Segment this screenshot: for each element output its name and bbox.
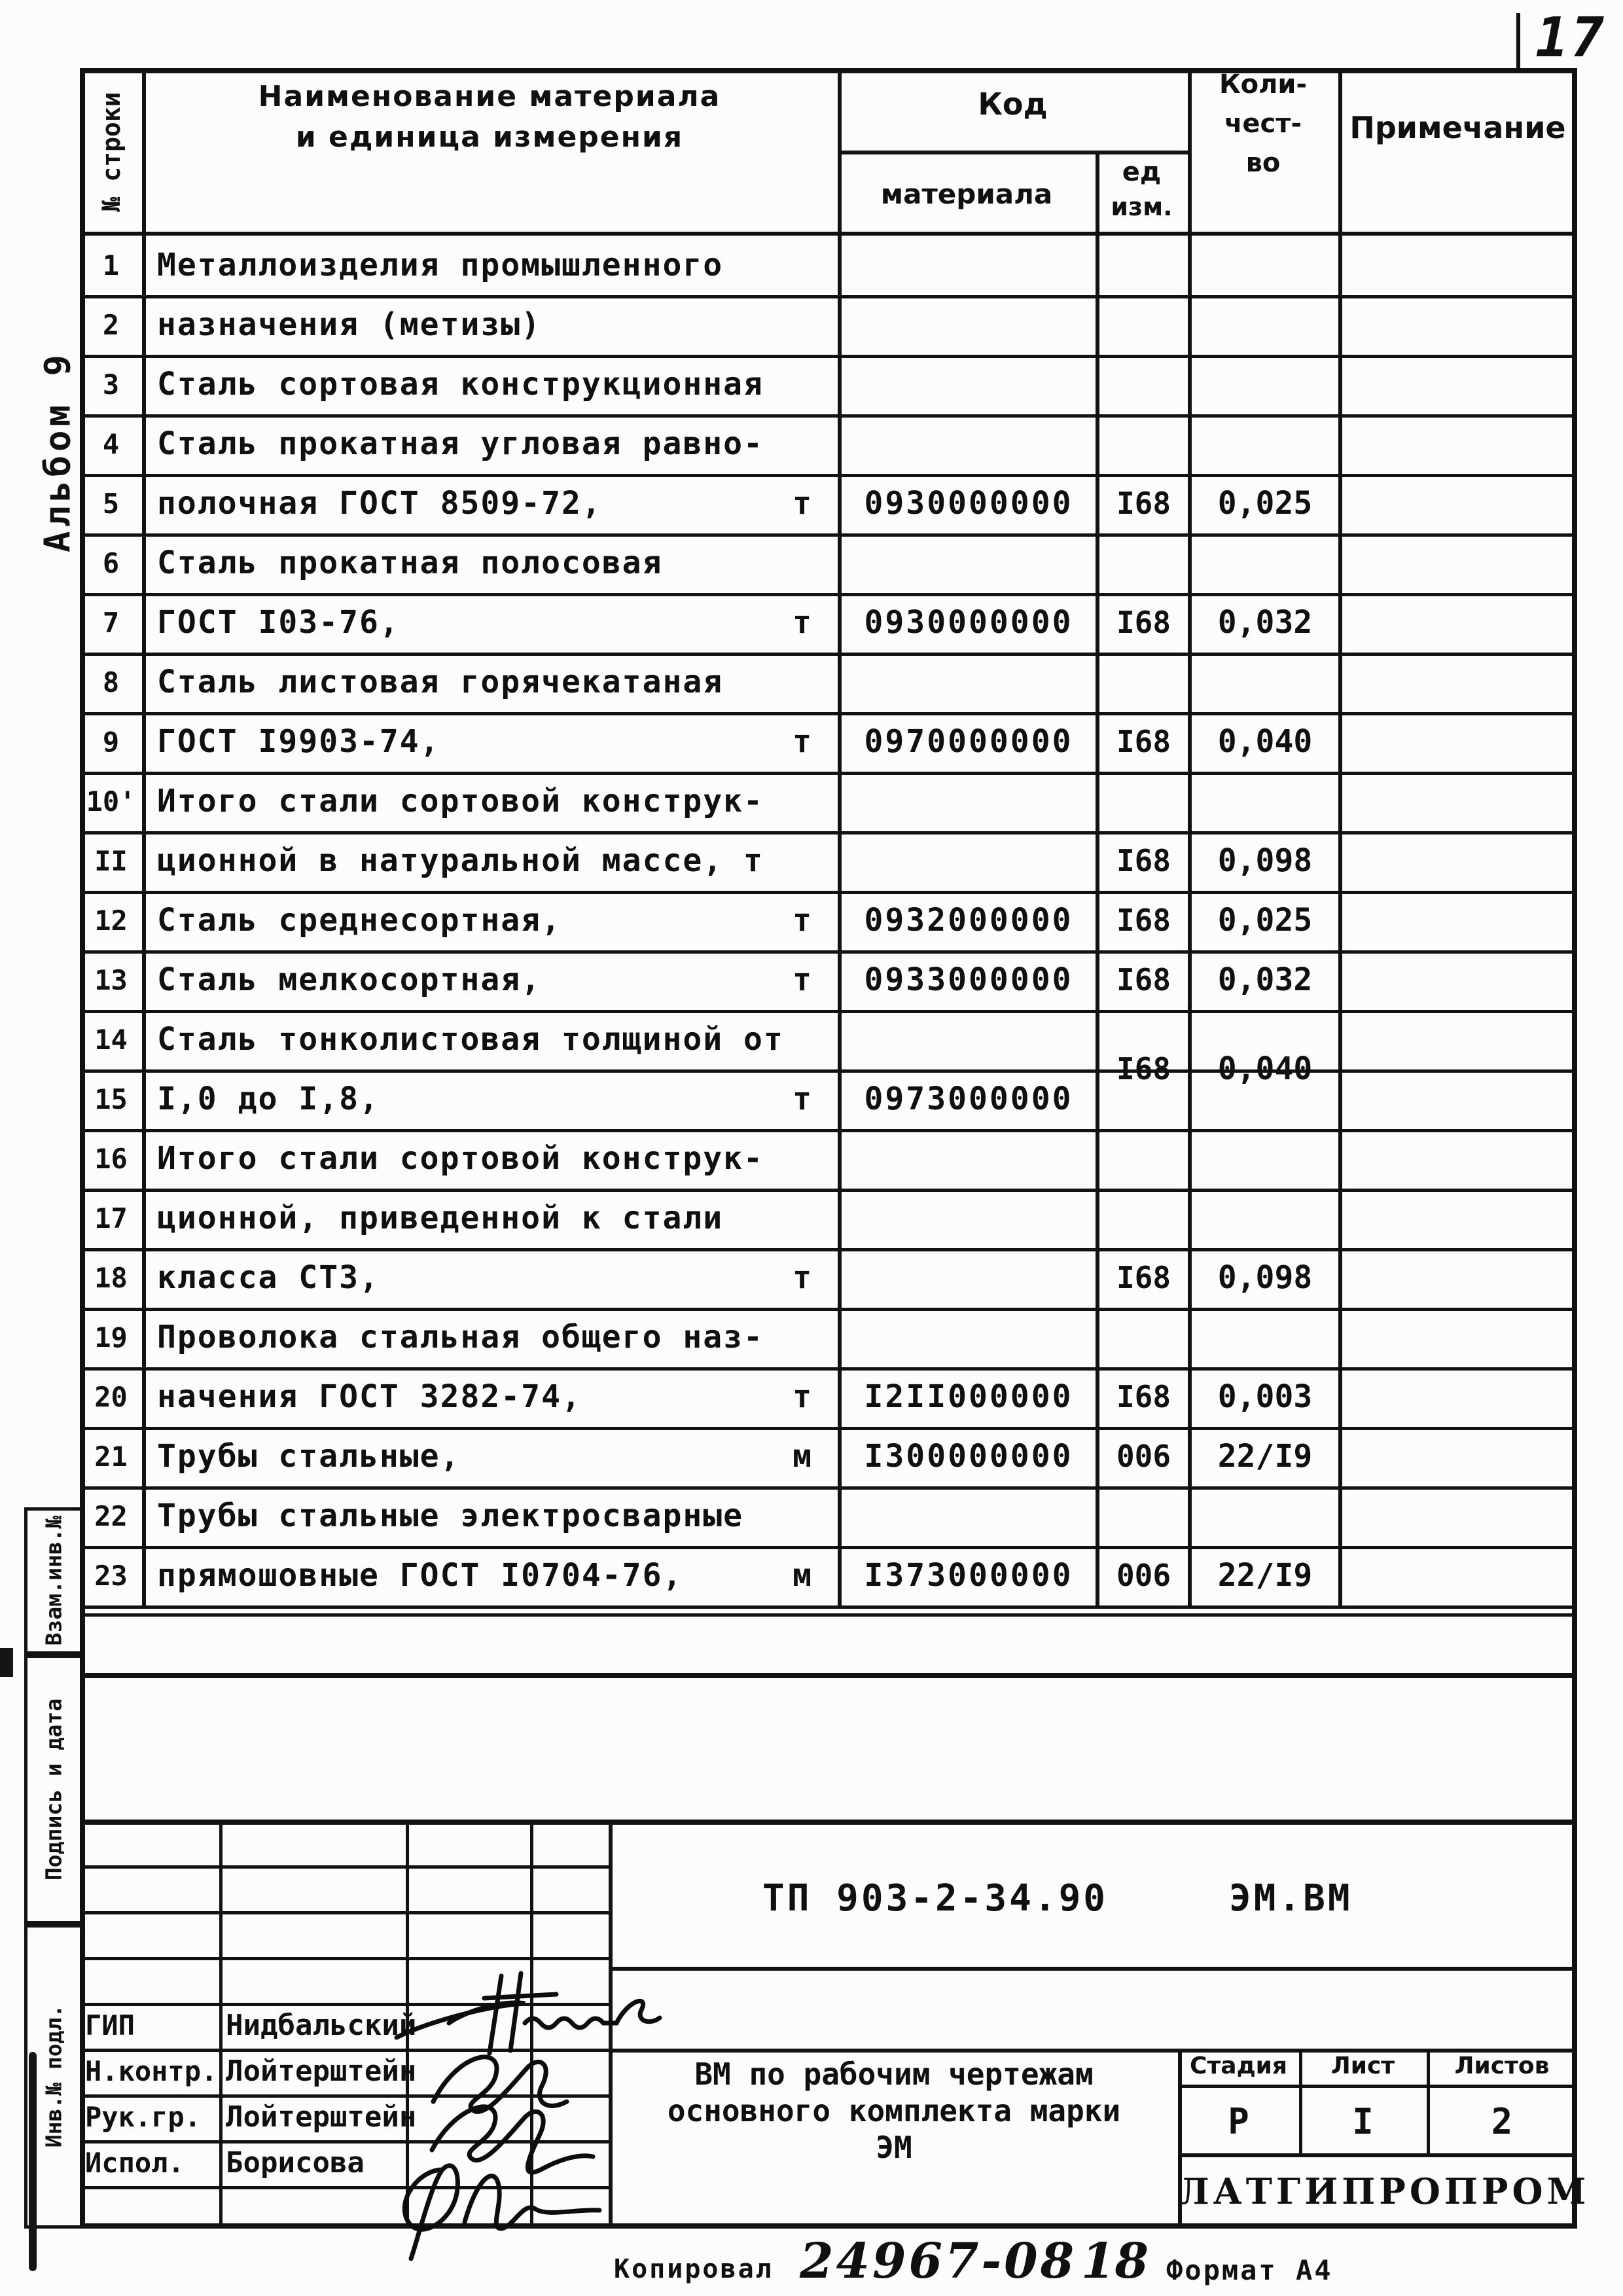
- row-unit-code: I68: [1116, 605, 1171, 640]
- row-quantity: 22/I9: [1217, 1438, 1313, 1475]
- person-name: Борисова: [226, 2146, 365, 2179]
- row-material-code: 0930000000: [864, 485, 1073, 522]
- person-name: Нидбальский: [226, 2009, 417, 2042]
- signature-borisova: [380, 2130, 641, 2268]
- row-material-code: 0930000000: [864, 604, 1073, 641]
- person-name: Лойтерштейн: [226, 2100, 417, 2134]
- row-material-name: ционной, приведенной к стали: [157, 1200, 724, 1236]
- row-unit: т: [793, 604, 812, 641]
- sheet-label: Лист: [1330, 2053, 1395, 2079]
- margin-label-inv: Инв.№ подл.: [41, 2004, 67, 2148]
- titleblock-desc-line3: ЭМ: [876, 2130, 912, 2165]
- row-material-name: класса СТ3,: [157, 1259, 380, 1296]
- row-material-name: Сталь листовая горячекатаная: [157, 664, 724, 700]
- grid-line: [80, 1605, 1577, 1609]
- row-number: 9: [102, 726, 120, 758]
- header-code-material: материала: [880, 178, 1053, 210]
- grid-line: [1338, 68, 1342, 1605]
- stage-label: Стадия: [1190, 2053, 1287, 2079]
- row-material-name: Сталь мелкосортная,: [157, 961, 542, 998]
- row-unit: т: [793, 1259, 812, 1296]
- row-quantity: 0,025: [1217, 902, 1313, 939]
- row-material-name: начения ГОСТ 3282-74,: [157, 1378, 582, 1415]
- row-material-code: I300000000: [864, 1438, 1073, 1475]
- row-number: II: [94, 845, 128, 877]
- row-material-code: 0933000000: [864, 961, 1073, 998]
- row-number: 3: [102, 368, 120, 401]
- titleblock-desc-line2: основного комплекта марки: [667, 2093, 1121, 2128]
- header-row-no: № строки: [97, 92, 126, 212]
- row-number: 23: [94, 1560, 128, 1592]
- person-role: Испол.: [85, 2147, 185, 2179]
- row-number: 21: [94, 1441, 128, 1473]
- header-code: Код: [978, 86, 1048, 122]
- row-quantity: 0,003: [1217, 1378, 1313, 1415]
- row-number: 22: [94, 1500, 128, 1532]
- margin-label-vzam: Взам.инв.№: [41, 1515, 67, 1646]
- titleblock-desc-line1: ВМ по рабочим чертежам: [694, 2056, 1094, 2092]
- row-material-name: Сталь среднесортная,: [157, 902, 562, 939]
- row-unit: т: [793, 902, 812, 939]
- margin-label-podpis: Подпись и дата: [41, 1698, 67, 1881]
- organization-name: ЛАТГИПРОПРОМ: [1178, 2170, 1590, 2212]
- row-unit-code: I68: [1116, 903, 1171, 938]
- grid-line: [80, 1865, 609, 1869]
- row-unit: т: [793, 961, 812, 998]
- row-quantity: 0,040: [1217, 1050, 1313, 1087]
- row-material-name: ГОСТ I9903-74,: [157, 723, 440, 760]
- row-quantity: 22/I9: [1217, 1557, 1313, 1594]
- row-quantity: 0,032: [1217, 604, 1313, 641]
- row-number: 8: [102, 666, 120, 698]
- row-material-name: прямошовные ГОСТ I0704-76,: [157, 1557, 683, 1594]
- row-material-name: Сталь сортовая конструкционная: [157, 366, 764, 403]
- grid-line: [80, 1673, 1577, 1678]
- row-unit-code: I68: [1116, 486, 1171, 521]
- row-unit: т: [793, 1378, 812, 1415]
- row-number: 12: [94, 905, 128, 937]
- row-unit-code: I68: [1116, 724, 1171, 759]
- row-unit: м: [793, 1438, 812, 1475]
- row-number: 2: [102, 309, 120, 341]
- row-material-name: I,0 до I,8,: [157, 1081, 380, 1117]
- row-quantity: 0,032: [1217, 961, 1313, 998]
- page-number: 17: [1535, 5, 1607, 69]
- row-number: 4: [102, 428, 120, 460]
- sheets-value: 2: [1491, 2101, 1513, 2142]
- row-material-name: Сталь прокатная полосовая: [157, 545, 663, 581]
- row-material-name: Трубы стальные электросварные: [157, 1498, 744, 1534]
- row-material-code: 0932000000: [864, 902, 1073, 939]
- row-number: 7: [102, 607, 120, 639]
- row-unit-code: 006: [1116, 1439, 1171, 1474]
- titleblock-doc-code: ТП 903-2-34.90: [762, 1877, 1109, 1920]
- sheets-label: Листов: [1454, 2053, 1550, 2079]
- row-quantity: 0,025: [1217, 485, 1313, 522]
- row-unit-code: I68: [1116, 962, 1171, 997]
- row-unit: т: [793, 1081, 812, 1117]
- row-material-name: Металлоизделия промышленного: [157, 247, 724, 283]
- scan-artifact-streak: [29, 2052, 37, 2271]
- row-unit-code: I68: [1116, 1379, 1171, 1414]
- row-number: 10': [86, 785, 136, 817]
- grid-line: [1178, 2153, 1577, 2157]
- person-name: Лойтерштейн: [226, 2054, 417, 2088]
- footer-copied-label: Копировал: [614, 2254, 774, 2284]
- row-material-name: Сталь прокатная угловая равно-: [157, 425, 764, 462]
- row-unit: м: [793, 1557, 812, 1594]
- row-number: 13: [94, 964, 128, 996]
- header-unit-line2: изм.: [1111, 192, 1173, 221]
- sheet-value: I: [1352, 2101, 1374, 2142]
- header-name-line1: Наименование материала: [258, 80, 721, 113]
- row-material-code: 0973000000: [864, 1081, 1073, 1117]
- row-material-code: I373000000: [864, 1557, 1073, 1594]
- row-number: 1: [102, 249, 120, 281]
- row-material-name: ционной в натуральной массе, т: [157, 842, 764, 879]
- header-qty-line1: Коли-: [1219, 69, 1308, 99]
- footer-format-label: Формат А4: [1166, 2254, 1333, 2286]
- header-name-line2: и единица измерения: [295, 120, 684, 154]
- header-qty-line2: чест-: [1224, 109, 1302, 139]
- row-quantity: 0,098: [1217, 1259, 1313, 1296]
- row-number: 20: [94, 1381, 128, 1413]
- header-unit-line1: ед: [1122, 157, 1162, 187]
- grid-line: [609, 1967, 1577, 1971]
- row-unit-code: 006: [1116, 1558, 1171, 1593]
- grid-line: [838, 151, 1188, 154]
- row-number: 18: [94, 1262, 128, 1294]
- row-number: 14: [94, 1024, 128, 1056]
- row-number: 6: [102, 547, 120, 579]
- stage-value: Р: [1228, 2101, 1249, 2142]
- grid-line: [80, 1911, 609, 1914]
- row-unit-code: I68: [1116, 843, 1171, 878]
- row-material-name: полочная ГОСТ 8509-72,: [157, 485, 602, 522]
- row-material-name: Итого стали сортовой конструк-: [157, 1140, 764, 1177]
- row-number: 15: [94, 1083, 128, 1115]
- row-quantity: 0,040: [1217, 723, 1313, 760]
- footer-sheet-mark: 18: [1081, 2233, 1149, 2289]
- person-role: Рук.гр.: [85, 2101, 202, 2133]
- page-number-tick: [1516, 13, 1520, 69]
- footer-copy-number: 24967-08: [800, 2233, 1077, 2289]
- row-material-code: I2II000000: [864, 1378, 1073, 1415]
- row-number: 16: [94, 1143, 128, 1175]
- row-material-name: Проволока стальная общего наз-: [157, 1319, 764, 1355]
- header-note: Примечание: [1349, 110, 1566, 145]
- row-quantity: 0,098: [1217, 842, 1313, 879]
- row-material-name: Итого стали сортовой конструк-: [157, 783, 764, 819]
- grid-line: [80, 1613, 1577, 1617]
- row-number: 17: [94, 1202, 128, 1234]
- grid-line: [219, 1820, 223, 2229]
- scan-artifact-blob: [0, 1648, 13, 1677]
- grid-line: [1178, 2085, 1577, 2088]
- row-material-name: Сталь тонколистовая толщиной от: [157, 1021, 784, 1058]
- person-role: ГИП: [85, 2009, 135, 2041]
- row-material-name: ГОСТ I03-76,: [157, 604, 400, 641]
- row-number: 5: [102, 488, 120, 520]
- row-unit-code: I68: [1116, 1260, 1171, 1295]
- header-qty-line3: во: [1245, 148, 1281, 178]
- grid-line: [142, 68, 146, 1605]
- row-material-code: 0970000000: [864, 723, 1073, 760]
- grid-line: [80, 1820, 1577, 1825]
- row-unit: т: [793, 485, 812, 522]
- row-unit-code: I68: [1116, 1051, 1171, 1086]
- person-role: Н.контр.: [85, 2055, 218, 2087]
- row-number: 19: [94, 1321, 128, 1354]
- titleblock-doc-mark: ЭМ.ВМ: [1229, 1877, 1353, 1920]
- album-label: Альбом 9: [37, 350, 79, 553]
- row-material-name: Трубы стальные,: [157, 1438, 461, 1475]
- row-unit: т: [793, 723, 812, 760]
- row-material-name: назначения (метизы): [157, 306, 542, 343]
